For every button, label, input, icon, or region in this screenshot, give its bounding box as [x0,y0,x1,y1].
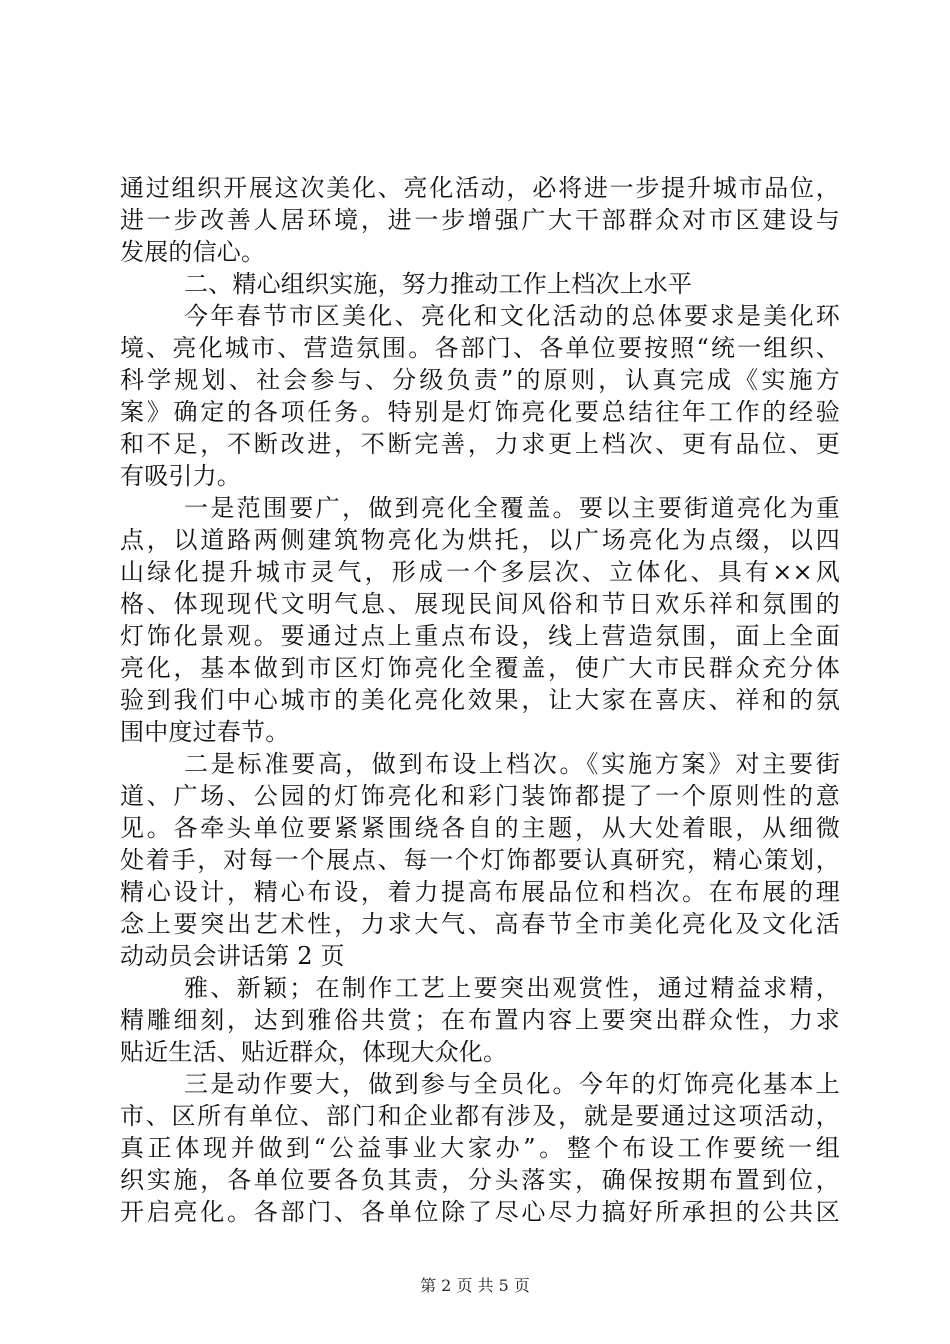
text-line: 验到我们中心城市的美化亮化效果，让大家在喜庆、祥和的氛 [120,686,840,714]
text-line: 格、体现现代文明气息、展现民间风俗和节日欢乐祥和氛围的 [120,590,840,618]
text-line: 境、亮化城市、营造氛围。各部门、各单位要按照“统一组织、 [120,334,840,362]
text-line: 雅、新颖；在制作工艺上要突出观赏性，通过精益求精， [184,974,840,1002]
text-line: 和不足，不断改进，不断完善，力求更上档次、更有品位、更 [120,430,840,458]
page-footer: 第 2 页 共 5 页 [420,1276,530,1295]
text-line: 织实施，各单位要各负其责，分头落实，确保按期布置到位， [120,1166,840,1194]
text-line: 今年春节市区美化、亮化和文化活动的总体要求是美化环 [184,302,840,330]
text-line: 案》确定的各项任务。特别是灯饰亮化要总结往年工作的经验 [120,398,840,426]
text-line: 山绿化提升城市灵气，形成一个多层次、立体化、具有××风 [120,558,840,586]
document-body [120,172,840,1228]
text-line: 亮化，基本做到市区灯饰亮化全覆盖，使广大市民群众充分体 [120,654,840,682]
text-line: 二、精心组织实施，努力推动工作上档次上水平 [184,270,693,298]
text-line: 精心设计，精心布设，着力提高布展品位和档次。在布展的理 [120,878,840,906]
text-line: 三是动作要大，做到参与全员化。今年的灯饰亮化基本上 [184,1070,840,1098]
text-line: 发展的信心。 [120,238,266,266]
text-line: 处着手，对每一个展点、每一个灯饰都要认真研究，精心策划， [120,846,840,874]
text-line: 进一步改善人居环境，进一步增强广大干部群众对市区建设与 [120,206,840,234]
text-line: 市、区所有单位、部门和企业都有涉及，就是要通过这项活动， [120,1102,840,1130]
text-line: 贴近生活、贴近群众，体现大众化。 [120,1038,508,1066]
text-line: 开启亮化。各部门、各单位除了尽心尽力搞好所承担的公共区 [120,1198,840,1226]
text-line: 一是范围要广，做到亮化全覆盖。要以主要街道亮化为重 [184,494,840,522]
text-line: 围中度过春节。 [120,718,290,746]
text-line: 点，以道路两侧建筑物亮化为烘托，以广场亮化为点缀，以四 [120,526,840,554]
text-line: 科学规划、社会参与、分级负责”的原则，认真完成《实施方 [120,366,840,394]
text-line: 通过组织开展这次美化、亮化活动，必将进一步提升城市品位， [120,174,840,202]
text-line: 灯饰化景观。要通过点上重点布设，线上营造氛围，面上全面 [120,622,840,650]
text-line: 二是标准要高，做到布设上档次。《实施方案》对主要街 [184,750,840,778]
text-line: 真正体现并做到“公益事业大家办”。整个布设工作要统一组 [120,1134,840,1162]
text-line: 精雕细刻，达到雅俗共赏；在布置内容上要突出群众性，力求 [120,1006,840,1034]
text-line: 念上要突出艺术性，力求大气、高春节全市美化亮化及文化活 [120,910,840,938]
text-line: 道、广场、公园的灯饰亮化和彩门装饰都提了一个原则性的意 [120,782,840,810]
text-line: 动动员会讲话第 2 页 [120,942,345,970]
text-line: 见。各牵头单位要紧紧围绕各自的主题，从大处着眼，从细微 [120,814,840,842]
text-line: 有吸引力。 [120,462,241,490]
